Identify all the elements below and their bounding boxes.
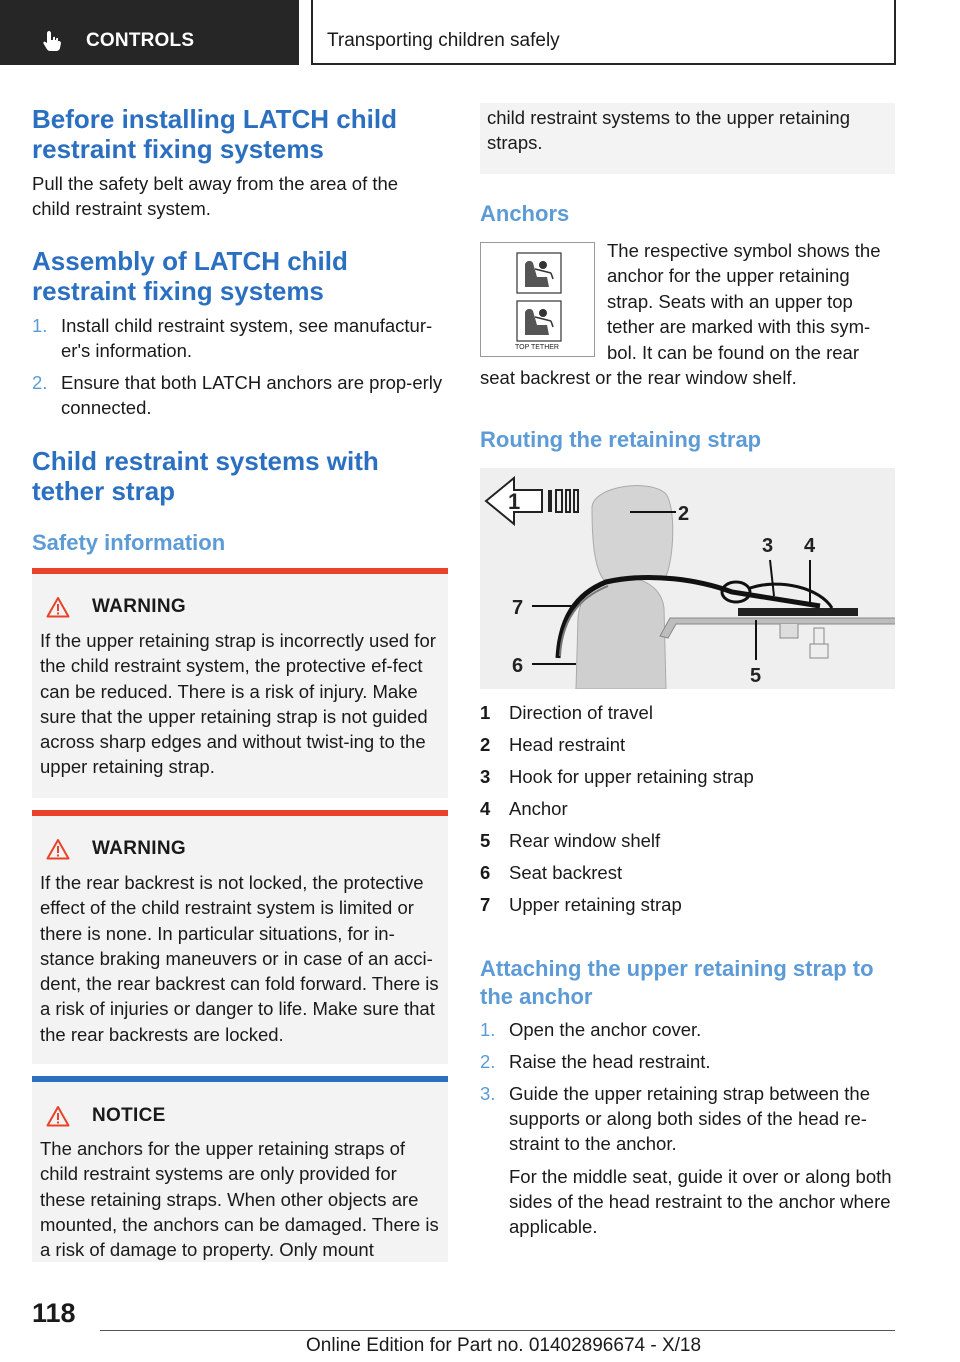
page-number: 118 <box>32 1298 76 1328</box>
anchors-text: The respective symbol shows the anchor for the upper retaining strap. Seats with an upper top tether are marked with this sym‐bol. It can be found on the rear <box>607 240 881 363</box>
heading-assembly: Assembly of LATCH child restraint fixing systems <box>32 246 348 306</box>
hand-pointer-icon <box>40 29 64 53</box>
top-tether-symbol <box>480 242 595 357</box>
attach-note: For the middle seat, guide it over or along both sides of the head restraint to the anchor where applicable. <box>509 1166 892 1237</box>
footer-divider <box>100 1330 895 1331</box>
figure-label-7: 7 <box>512 597 524 619</box>
routing-figure <box>480 468 895 689</box>
figure-label-1: 1 <box>508 489 521 514</box>
child-seat-tether-icon <box>481 243 594 356</box>
heading-attaching: Attaching the upper retaining strap to the anchor <box>480 956 874 1009</box>
list-item: 3. Guide the upper retaining strap between the supports or along both sides of the head re‐straint to the anchor. <box>480 1083 870 1154</box>
list-item: 1. Install child restraint system, see manufactur‐er's information. <box>32 315 433 361</box>
header-section-title: CONTROLS <box>86 30 195 51</box>
figure-label-4: 4 <box>804 535 816 557</box>
attach-steps <box>480 1017 895 1156</box>
heading-anchors: Anchors <box>480 201 570 226</box>
notice-box <box>32 1076 448 1262</box>
symbol-caption: TOP TETHER <box>515 344 559 351</box>
list-item: 1. Open the anchor cover. <box>480 1019 702 1040</box>
warning-label: WARNING <box>92 596 186 617</box>
list-item: 2. Ensure that both LATCH anchors are prop‐erly connected. <box>32 372 443 418</box>
notice-triangle-icon <box>46 1105 70 1127</box>
heading-tether-strap: Child restraint systems with tether strap <box>32 446 379 506</box>
notice-continuation-text: child restraint systems to the upper retaining straps. <box>487 107 850 153</box>
notice-label: NOTICE <box>92 1105 166 1126</box>
assembly-steps <box>32 313 448 420</box>
figure-label-5: 5 <box>750 665 762 687</box>
anchors-text-side <box>607 238 897 365</box>
list-item: 2. Raise the head restraint. <box>480 1051 711 1072</box>
heading-safety-information: Safety information <box>32 530 226 555</box>
heading-routing: Routing the retaining strap <box>480 427 762 452</box>
warning-box-2 <box>32 810 448 1064</box>
anchors-text-continued: seat backrest or the rear window shelf. <box>480 367 797 388</box>
figure-label-3: 3 <box>762 535 774 557</box>
notice-text: The anchors for the upper retaining straps of child restraint systems are only provided for these retaining straps. When other objects are mounted, the anchors can be damaged. There is a risk of damage to property. Only mount <box>40 1138 439 1261</box>
warning-text: If the rear backrest is not locked, the protective effect of the child restraint system is limited or there is none. In particular situations, for in‐stance braking maneuvers or in case of an acci‐dent, the rear backrest can fold forward. There is a risk of injuries or danger to life. Make sure that the rear backrests are locked. <box>40 872 439 1045</box>
warning-text: If the upper retaining strap is incorrectly used for the child restraint system, the protective ef‐fect can be reduced. There is a risk of injury. Make sure that the upper retaining strap is not guided across sharp edges and without twist‐ing to the upper retaining strap. <box>40 630 436 778</box>
figure-label-2: 2 <box>678 503 690 525</box>
figure-label-6: 6 <box>512 655 524 677</box>
notice-continuation-box <box>480 103 895 174</box>
header-chapter-tab <box>311 0 896 65</box>
warning-box-1 <box>32 568 448 798</box>
warning-triangle-icon <box>46 838 70 860</box>
header-chapter-title: Transporting children safely <box>327 30 560 51</box>
warning-triangle-icon <box>46 596 70 618</box>
paragraph-before-installing: Pull the safety belt away from the area of the child restraint system. <box>32 173 399 219</box>
edition-text: Online Edition for Part no. 01402896674 - X/18 <box>306 1335 702 1356</box>
header-section-tab <box>0 0 299 65</box>
heading-before-installing: Before installing LATCH child restraint fixing systems <box>32 104 397 164</box>
warning-label: WARNING <box>92 838 186 859</box>
routing-diagram <box>480 468 895 689</box>
